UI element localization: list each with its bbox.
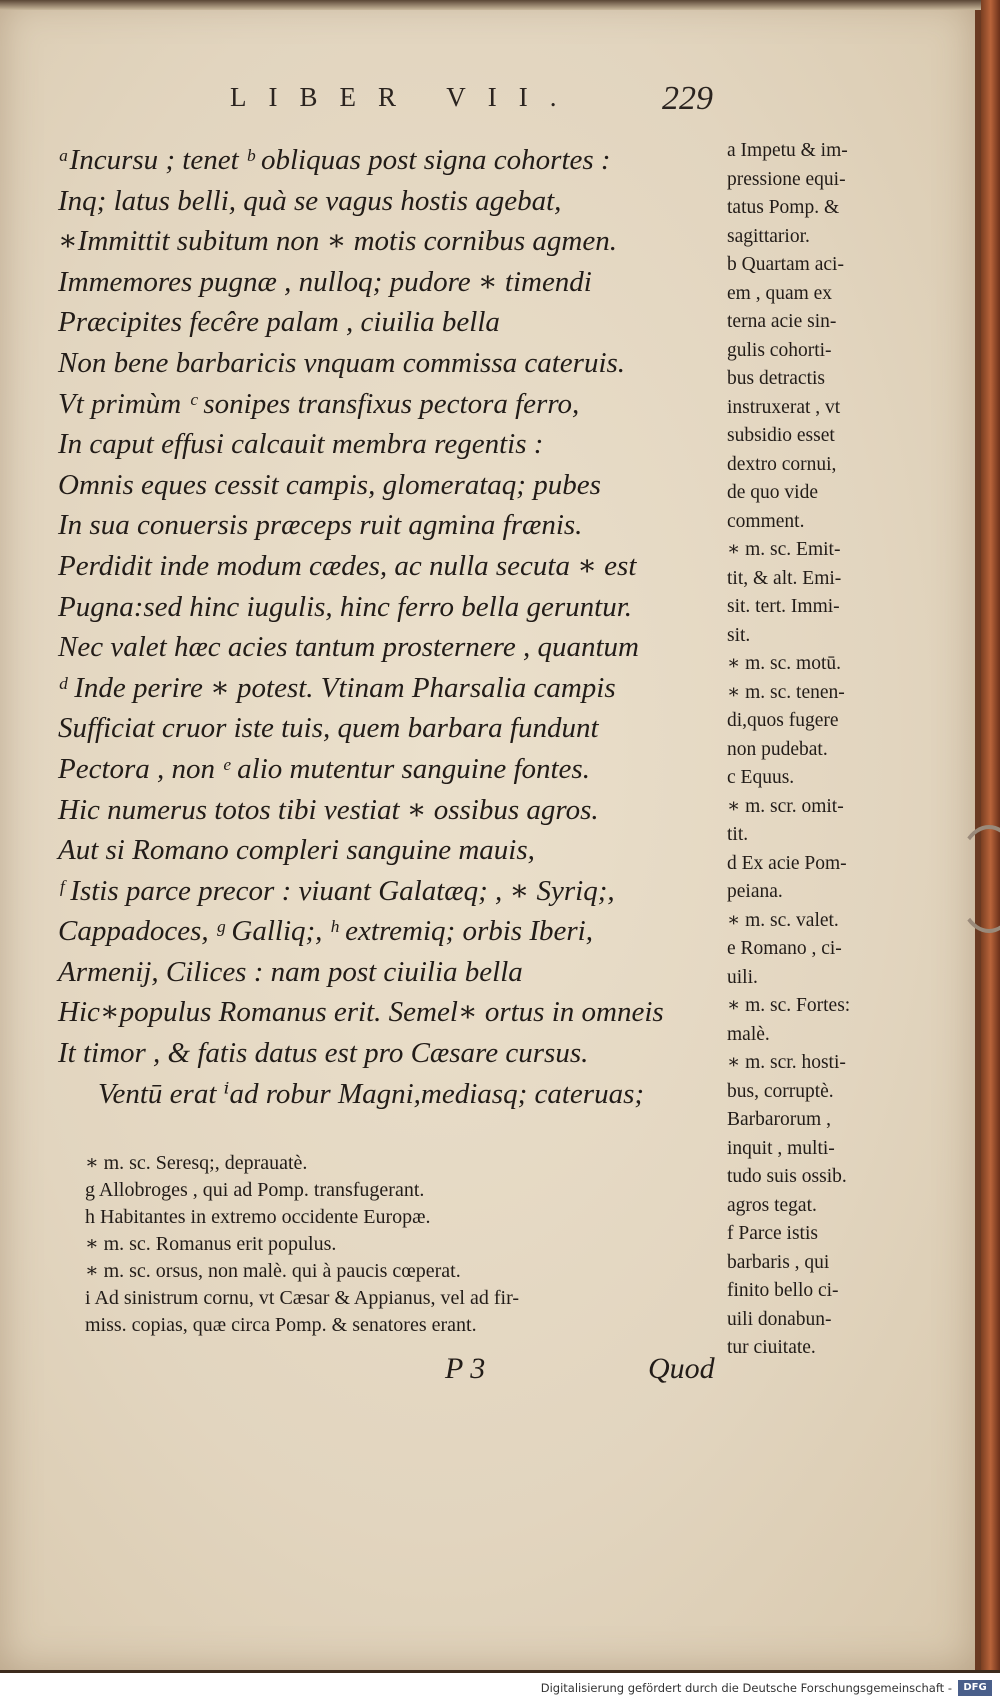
margin-note-line: dextro cornui, xyxy=(727,453,837,475)
margin-note-line: e Romano , ci- xyxy=(727,938,842,959)
margin-note-line: de quo vide xyxy=(727,482,818,503)
verse-line: Hic∗populus Romanus erit. Semel∗ ortus in omneis xyxy=(58,996,664,1029)
margin-note-line: b Quartam aci- xyxy=(727,254,844,275)
margin-note-line: uili donabun- xyxy=(727,1308,832,1330)
margin-note-line: tit, & alt. Emi- xyxy=(727,567,842,589)
margin-note-line: comment. xyxy=(727,510,805,532)
verse-line: Inq; latus belli, quà se vagus hostis agebat, xyxy=(58,184,562,217)
verse-line: ᶠ Istis parce precor : viuant Galatæq; , ∗ Syriq;, xyxy=(58,874,615,907)
running-head: LIBER VII. xyxy=(230,82,579,112)
margin-note-line: bus, corruptè. xyxy=(727,1080,834,1102)
margin-note-line: barbaris , qui xyxy=(727,1251,830,1273)
verse-line: ᵃIncursu ; tenet ᵇ obliquas post signa cohortes : xyxy=(58,144,611,176)
margin-note-line: bus detractis xyxy=(727,368,826,389)
margin-note-line: peiana. xyxy=(727,881,783,902)
verse-line: Sufficiat cruor iste tuis, quem barbara fundunt xyxy=(58,712,599,745)
verse-line: Præcipites fecêre palam , ciuilia bella xyxy=(58,306,500,339)
margin-note-line: uili. xyxy=(727,966,758,988)
verse-line: Cappadoces, ᵍ Galliq;, ʰ extremiq; orbis Iberi, xyxy=(58,915,593,948)
page-number: 229 xyxy=(662,80,713,117)
verse-line: Pugna:sed hinc iugulis, hinc ferro bella geruntur. xyxy=(58,590,633,623)
footnote: ∗ m. sc. Romanus erit populus. xyxy=(85,1233,337,1255)
margin-note-line: sagittarior. xyxy=(727,225,810,247)
margin-note-line: non pudebat. xyxy=(727,738,828,760)
margin-note-line: finito bello ci- xyxy=(727,1280,839,1301)
margin-note-line: subsidio esset xyxy=(727,425,835,446)
margin-note-line: di,quos fugere xyxy=(727,710,839,731)
digitization-notice: Digitalisierung gefördert durch die Deutsche Forschungsgemeinschaft - xyxy=(540,1681,952,1695)
margin-note-line: ∗ m. sc. motū. xyxy=(727,653,842,674)
margin-note-line: em , quam ex xyxy=(727,282,833,304)
verse-line: Ventū erat ⁱad robur Magni,mediasq; cateruas; xyxy=(98,1077,645,1110)
margin-note-line: c Equus. xyxy=(727,767,795,788)
margin-note-line: terna acie sin- xyxy=(727,311,837,332)
margin-note-line: sit. xyxy=(727,624,751,646)
page-top-edge xyxy=(0,0,981,10)
verse-line: It timor , & fatis datus est pro Cæsare cursus. xyxy=(58,1037,589,1070)
footnote: i Ad sinistrum cornu, vt Cæsar & Appianus, vel ad fir- xyxy=(85,1287,520,1309)
footnote: miss. copias, quæ circa Pomp. & senatores erant. xyxy=(85,1314,477,1336)
footnote: g Allobroges , qui ad Pomp. transfugerant. xyxy=(85,1179,425,1201)
margin-note-line: sit. tert. Immi- xyxy=(727,596,840,617)
margin-note-line: ∗ m. sc. Fortes: xyxy=(727,995,851,1016)
margin-note-line: tatus Pomp. & xyxy=(727,197,840,218)
margin-note-line: Barbarorum , xyxy=(727,1109,831,1130)
verse-line: Perdidit inde modum cædes, ac nulla secuta ∗ est xyxy=(58,549,637,582)
margin-notes xyxy=(727,137,912,1363)
footnotes xyxy=(85,1150,725,1339)
margin-note-line: ∗ m. sc. tenen- xyxy=(727,681,845,703)
verse-line: Immemores pugnæ , nulloq; pudore ∗ timendi xyxy=(58,265,592,298)
margin-note-line: inquit , multi- xyxy=(727,1137,835,1159)
verse-line: Omnis eques cessit campis, glomerataq; pubes xyxy=(58,468,601,501)
signature-mark: P 3 xyxy=(445,1352,486,1385)
margin-note-line: a Impetu & im- xyxy=(727,140,848,161)
dfg-logo[interactable]: DFG xyxy=(958,1680,992,1696)
margin-note-line: ∗ m. scr. hosti- xyxy=(727,1052,846,1073)
margin-note-line: malè. xyxy=(727,1023,770,1045)
footnote: ∗ m. sc. orsus, non malè. qui à paucis cœperat. xyxy=(85,1260,461,1282)
margin-note-line: ∗ m. sc. valet. xyxy=(727,909,839,931)
verse-line: Pectora , non ᵉ alio mutentur sanguine fontes. xyxy=(58,752,590,785)
verse-text xyxy=(58,140,728,1114)
verse-line: Armenij, Cilices : nam post ciuilia bella xyxy=(58,955,523,988)
verse-line: In sua conuersis præceps ruit agmina frænis. xyxy=(58,509,583,542)
margin-note-line: tur ciuitate. xyxy=(727,1337,816,1358)
margin-note-line: agros tegat. xyxy=(727,1194,817,1216)
footnote: ∗ m. sc. Seresq;, deprauatè. xyxy=(85,1152,308,1174)
margin-note-line: gulis cohorti- xyxy=(727,339,832,361)
margin-note-line: tudo suis ossib. xyxy=(727,1166,847,1187)
margin-note-line: pressione equi- xyxy=(727,168,846,190)
margin-note-line: ∗ m. scr. omit- xyxy=(727,795,844,817)
verse-line: Hic numerus totos tibi vestiat ∗ ossibus agros. xyxy=(58,793,599,826)
footnote: h Habitantes in extremo occidente Europæ. xyxy=(85,1206,431,1228)
catchword: Quod xyxy=(648,1352,715,1385)
margin-note-line: d Ex acie Pom- xyxy=(727,852,847,874)
margin-note-line: tit. xyxy=(727,824,749,845)
digitization-footer xyxy=(0,1670,1000,1707)
verse-line: Vt primùm ᶜ sonipes transfixus pectora ferro, xyxy=(58,387,580,420)
verse-line: ∗Immittit subitum non ∗ motis cornibus agmen. xyxy=(58,225,618,258)
verse-line: ᵈ Inde perire ∗ potest. Vtinam Pharsalia campis xyxy=(58,671,616,704)
verse-line: Non bene barbaricis vnquam commissa cateruis. xyxy=(58,346,626,379)
verse-line: Nec valet hæc acies tantum prosternere , quantum xyxy=(58,631,639,664)
margin-note-line: instruxerat , vt xyxy=(727,396,841,418)
verse-line: Aut si Romano compleri sanguine mauis, xyxy=(58,834,535,867)
margin-note-line: f Parce istis xyxy=(727,1223,818,1244)
margin-note-line: ∗ m. sc. Emit- xyxy=(727,539,841,560)
verse-line: In caput effusi calcauit membra regentis : xyxy=(58,428,544,461)
